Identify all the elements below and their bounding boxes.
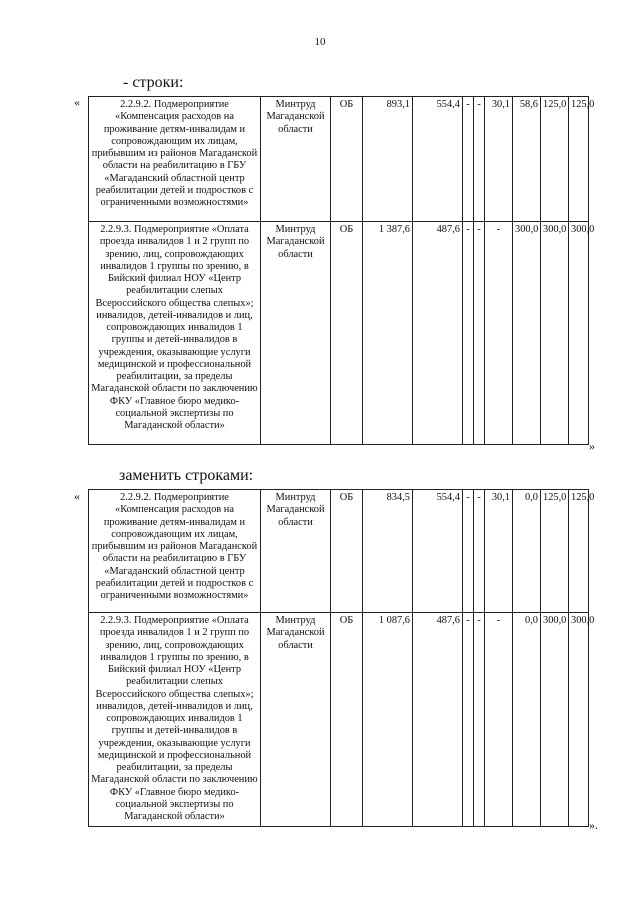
row-year-4: 30,1	[485, 490, 513, 613]
row-year-7: 300,0	[569, 613, 589, 827]
row-name: 2.2.9.2. Подмероприятие «Компенсация расходов на проживание детям-инвалидам и сопровождающим их лицам, прибывшим из районов Магаданской области на реабилитацию в ГБУ «Магаданский областной центр реабилитации детей и подростков с ограниченными возможностями»	[89, 97, 261, 222]
row-executor: Минтруд Магаданской области	[261, 490, 331, 613]
row-year-3: -	[474, 222, 485, 445]
new-rows-table	[88, 489, 595, 827]
heading-new-rows: заменить строками:	[119, 467, 254, 484]
quote-close-new: ».	[589, 818, 598, 832]
quote-open-old: «	[74, 95, 80, 109]
row-year-3: -	[474, 490, 485, 613]
row-year-6: 300,0	[541, 222, 569, 445]
row-year-4: -	[485, 613, 513, 827]
row-year-5: 300,0	[513, 222, 541, 445]
row-year-1: 554,4	[413, 97, 463, 222]
row-total: 834,5	[363, 490, 413, 613]
row-year-5: 0,0	[513, 613, 541, 827]
old-rows-table	[88, 96, 595, 445]
row-year-4: -	[485, 222, 513, 445]
row-year-4: 30,1	[485, 97, 513, 222]
row-source: ОБ	[331, 222, 363, 445]
row-year-1: 554,4	[413, 490, 463, 613]
row-year-1: 487,6	[413, 613, 463, 827]
row-year-3: -	[474, 613, 485, 827]
row-year-5: 58,6	[513, 97, 541, 222]
row-executor: Минтруд Магаданской области	[261, 97, 331, 222]
quote-close-old: »	[589, 439, 595, 453]
row-name: 2.2.9.3. Подмероприятие «Оплата проезда инвалидов 1 и 2 групп по зрению, лиц, сопровождающих инвалидов 1 группы по зрению, в Бийский филиал НОУ «Центр реабилитации слепых Всероссийского общества слепых»; инвалидов, детей-инвалидов и лиц, сопровождающих инвалидов 1 группы и детей-инвалидов в учреждения, оказывающие услуги медицинской и профессиональной реабилитации, за пределы Магаданской области по заключению ФКУ «Главное бюро медико-социальной экспертизы по Магаданской области»	[89, 222, 261, 445]
row-year-7: 300,0	[569, 222, 589, 445]
table-row	[89, 97, 589, 222]
row-executor: Минтруд Магаданской области	[261, 613, 331, 827]
row-total: 1 387,6	[363, 222, 413, 445]
quote-open-new: «	[74, 489, 80, 503]
row-name: 2.2.9.2. Подмероприятие «Компенсация расходов на проживание детям-инвалидам и сопровождающим их лицам, прибывшим из районов Магаданской области на реабилитацию в ГБУ «Магаданский областной центр реабилитации детей и подростков с ограниченными возможностями»	[89, 490, 261, 613]
table-row	[89, 613, 589, 827]
row-year-2: -	[463, 97, 474, 222]
row-name: 2.2.9.3. Подмероприятие «Оплата проезда инвалидов 1 и 2 групп по зрению, лиц, сопровождающих инвалидов 1 группы по зрению, в Бийский филиал НОУ «Центр реабилитации слепых Всероссийского общества слепых»; инвалидов, детей-инвалидов и лиц, сопровождающих инвалидов 1 группы и детей-инвалидов в учреждения, оказывающие услуги медицинской и профессиональной реабилитации, за пределы Магаданской области по заключению ФКУ «Главное бюро медико-социальной экспертизы по Магаданской области»	[89, 613, 261, 827]
row-source: ОБ	[331, 613, 363, 827]
row-year-2: -	[463, 613, 474, 827]
row-source: ОБ	[331, 490, 363, 613]
row-year-2: -	[463, 222, 474, 445]
row-executor: Минтруд Магаданской области	[261, 222, 331, 445]
row-year-7: 125,0	[569, 490, 589, 613]
row-year-5: 0,0	[513, 490, 541, 613]
row-year-6: 125,0	[541, 97, 569, 222]
row-source: ОБ	[331, 97, 363, 222]
table-row	[89, 222, 589, 445]
row-year-1: 487,6	[413, 222, 463, 445]
row-year-7: 125,0	[569, 97, 589, 222]
row-year-6: 300,0	[541, 613, 569, 827]
table-row	[89, 490, 589, 613]
heading-old-rows: - строки:	[123, 74, 184, 91]
row-year-2: -	[463, 490, 474, 613]
row-year-6: 125,0	[541, 490, 569, 613]
row-total: 1 087,6	[363, 613, 413, 827]
row-total: 893,1	[363, 97, 413, 222]
page-number: 10	[314, 36, 326, 48]
row-year-3: -	[474, 97, 485, 222]
